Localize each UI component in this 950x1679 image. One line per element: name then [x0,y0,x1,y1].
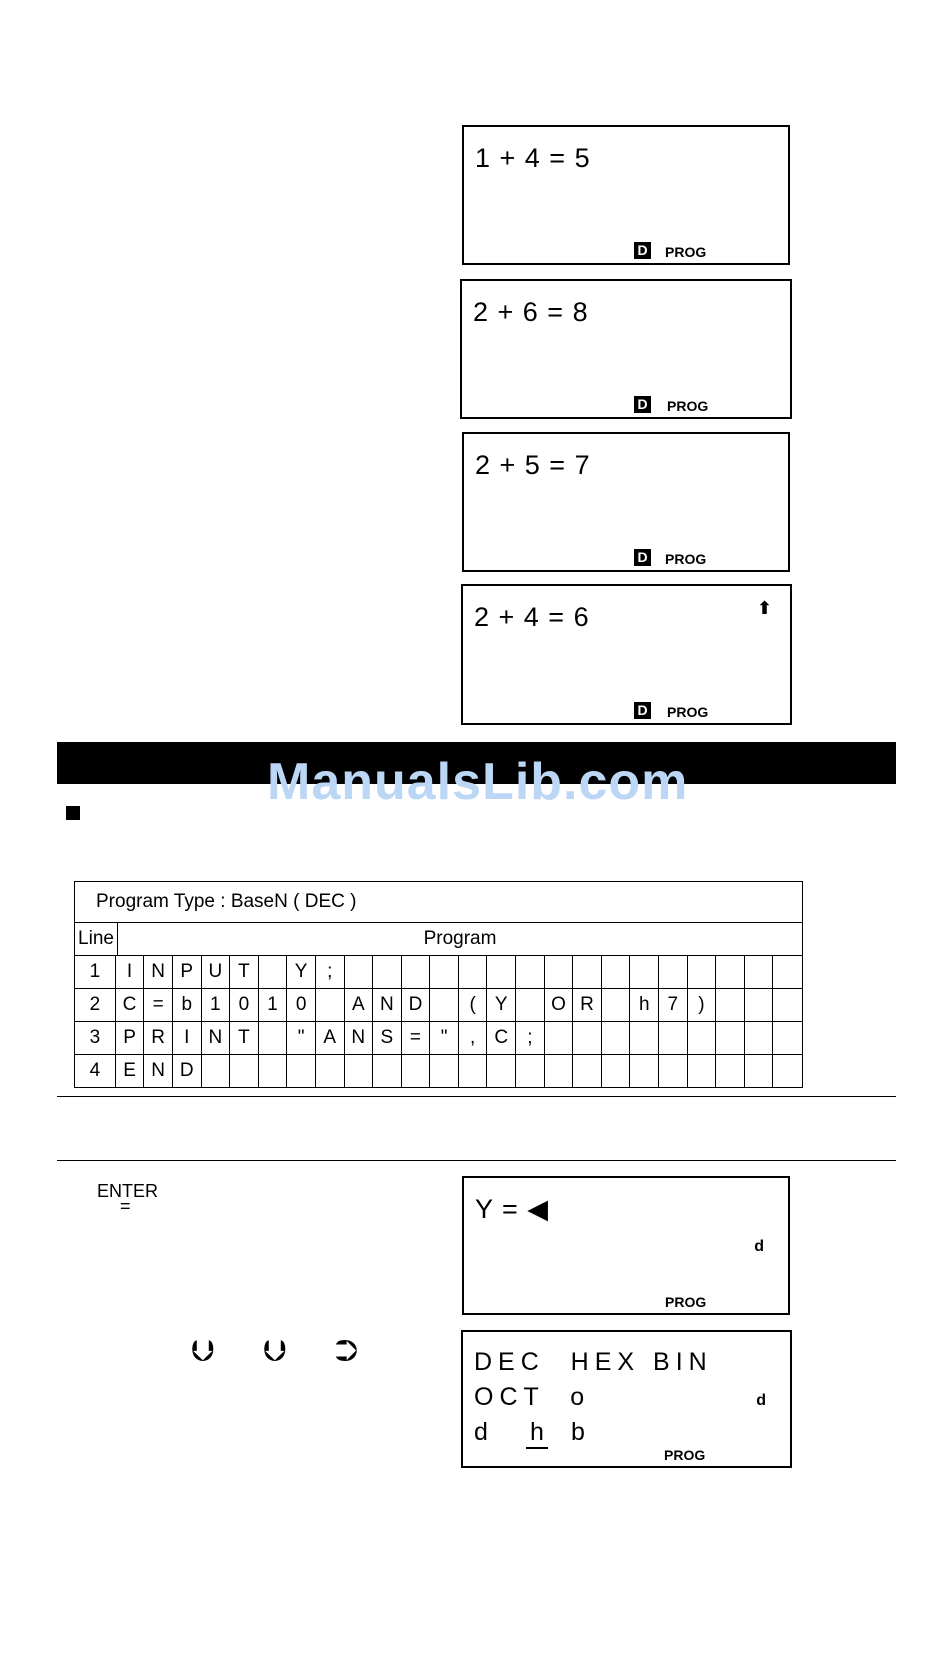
program-cell [573,1022,602,1054]
program-cell [202,1055,231,1087]
program-cell [745,1022,774,1054]
program-cell: N [144,956,173,988]
program-cell [373,1055,402,1087]
dec-mode-indicator: D [634,702,651,719]
program-cell: S [373,1022,402,1054]
program-cell: " [287,1022,316,1054]
program-type-title: Program Type : BaseN ( DEC ) [75,882,802,923]
menu-option-d: d [474,1418,494,1446]
program-cell [459,1055,488,1087]
program-cell: ; [316,956,345,988]
divider [57,1160,896,1161]
line-number: 2 [75,989,116,1021]
program-cell [259,1055,288,1087]
program-cell: = [402,1022,431,1054]
lcd-display-3 [462,432,790,572]
down-arrow-icon: ⮋ [191,1335,214,1368]
dec-indicator: d [754,1238,764,1255]
table-row [75,1022,802,1055]
program-cell [430,956,459,988]
program-cell: P [173,956,202,988]
lcd-expression: 2 + 4 = 6 [474,602,590,632]
program-cell [430,989,459,1021]
program-cell [516,1055,545,1087]
program-cell [602,989,631,1021]
menu-row-2: OCT o [474,1383,591,1411]
column-header-program: Program [423,928,497,949]
divider [57,1096,896,1097]
program-cell: P [116,1022,145,1054]
program-cell [716,1055,745,1087]
program-cell [345,956,374,988]
prog-indicator: PROG [667,398,709,414]
program-cell: D [173,1055,202,1087]
column-header-line: Line [75,923,118,955]
program-cell: , [459,1022,488,1054]
table-header-row [75,923,802,956]
prog-indicator: PROG [665,551,707,567]
program-cell: I [116,956,145,988]
program-cell [602,1022,631,1054]
lcd-expression: 2 + 5 = 7 [475,450,591,480]
table-row [75,1055,802,1087]
program-cell [402,1055,431,1087]
lcd-expression: Y = ◀ [475,1194,550,1224]
program-cell: T [230,1022,259,1054]
program-cell [487,1055,516,1087]
program-cell: D [402,989,431,1021]
line-number: 4 [75,1055,116,1087]
prog-indicator: PROG [667,704,709,720]
program-cell [230,1055,259,1087]
program-cell [373,956,402,988]
program-cell [516,956,545,988]
program-cell [602,956,631,988]
program-cell: U [202,956,231,988]
program-cell: R [144,1022,173,1054]
dec-mode-indicator: D [634,396,651,413]
program-cell [316,989,345,1021]
table-row [75,956,802,989]
program-cell [716,1022,745,1054]
program-cell [430,1055,459,1087]
program-cell [630,1022,659,1054]
lcd-display-2 [460,279,792,419]
enter-key-sublabel: = [120,1196,131,1216]
program-cell: ; [516,1022,545,1054]
program-cell: ) [688,989,717,1021]
program-cell [545,1022,574,1054]
lcd-expression: 1 + 4 = 5 [475,143,591,173]
lcd-display-1 [462,125,790,265]
lcd-display-menu [461,1330,792,1468]
program-cell [602,1055,631,1087]
menu-row-1: DEC HEX BIN [474,1348,713,1376]
dec-mode-indicator: D [634,242,651,259]
program-cell: C [487,1022,516,1054]
program-cell: R [573,989,602,1021]
program-cell: C [116,989,145,1021]
program-cell: " [430,1022,459,1054]
program-cell [773,1022,802,1054]
program-cell [259,1022,288,1054]
program-cell [459,956,488,988]
program-cell [745,989,774,1021]
watermark-logo: ManualsLib.com [267,753,689,811]
program-cell [630,956,659,988]
program-cell [716,956,745,988]
program-cell [688,1055,717,1087]
dec-indicator: d [756,1392,766,1409]
program-cell [773,989,802,1021]
program-cell: b [173,989,202,1021]
program-cell: 7 [659,989,688,1021]
program-cell [659,1055,688,1087]
program-cell [259,956,288,988]
line-number: 1 [75,956,116,988]
program-cell: O [545,989,574,1021]
program-cell [688,956,717,988]
shift-arrow-icon: ⬆ [756,598,772,618]
program-cell [316,1055,345,1087]
program-cell [573,1055,602,1087]
bullet-square-icon [66,806,80,820]
program-cell: Y [487,989,516,1021]
menu-option-h-selected: h [526,1418,548,1449]
program-cell: I [173,1022,202,1054]
program-cell [573,956,602,988]
program-cell [745,956,774,988]
dec-mode-indicator: D [634,549,651,566]
program-cell [487,956,516,988]
program-cell [630,1055,659,1087]
program-cell [745,1055,774,1087]
program-cell: 1 [259,989,288,1021]
enter-key-label: ENTER [97,1181,159,1201]
prog-indicator: PROG [664,1447,706,1463]
program-cell [345,1055,374,1087]
prog-indicator: PROG [665,244,707,260]
program-cell: N [373,989,402,1021]
lcd-display-input [462,1176,790,1315]
program-cell [688,1022,717,1054]
program-cell: = [144,989,173,1021]
program-cell [716,989,745,1021]
program-cell: Y [287,956,316,988]
program-cell [287,1055,316,1087]
down-arrow-icon: ⮋ [263,1335,286,1368]
program-cell: T [230,956,259,988]
table-row [75,989,802,1022]
program-cell [516,989,545,1021]
right-arrow-icon: ⮊ [335,1335,358,1368]
menu-option-b: b [571,1418,591,1446]
program-cell: 0 [230,989,259,1021]
program-cell [659,1022,688,1054]
program-cell: A [316,1022,345,1054]
program-cell [659,956,688,988]
program-cell: N [144,1055,173,1087]
program-cell [773,956,802,988]
program-cell [545,956,574,988]
program-cell: 0 [287,989,316,1021]
program-cell: h [630,989,659,1021]
program-rows [75,956,802,1087]
program-cell: ( [459,989,488,1021]
program-table [74,881,803,1088]
program-cell: N [345,1022,374,1054]
lcd-display-4 [461,584,792,725]
line-number: 3 [75,1022,116,1054]
program-cell [545,1055,574,1087]
lcd-expression: 2 + 6 = 8 [473,297,589,327]
program-cell [773,1055,802,1087]
program-cell: 1 [202,989,231,1021]
program-cell [402,956,431,988]
program-cell: N [202,1022,231,1054]
program-cell: E [116,1055,145,1087]
program-cell: A [345,989,374,1021]
prog-indicator: PROG [665,1294,707,1310]
